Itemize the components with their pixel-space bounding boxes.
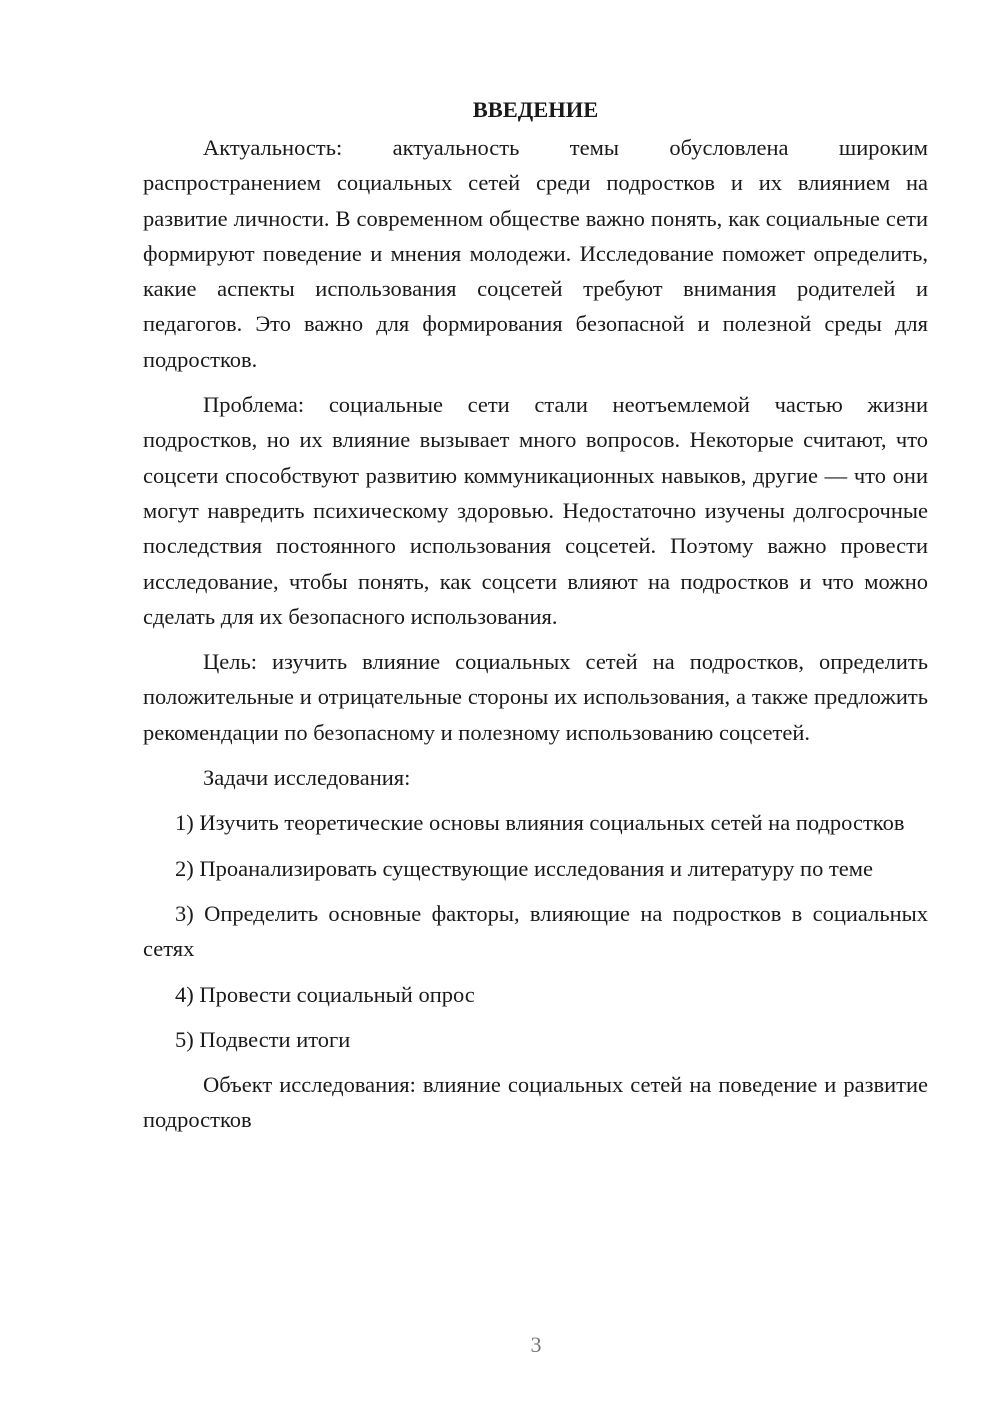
section-title: ВВЕДЕНИЕ <box>472 97 599 122</box>
task-item-4: 4) Провести социальный опрос <box>175 981 475 1007</box>
task-item-1: 1) Изучить теоретические основы влияния социальных сетей на подростков <box>175 810 905 836</box>
page-number: 3 <box>530 1332 542 1357</box>
task-item-3: 3) Определить основные факторы, влияющие на подростков в социальных сетях <box>143 900 928 962</box>
paragraph-goal: Цель: изучить влияние социальных сетей на подростков, определить положительные и отрицательные стороны их использования, а также предложить рекомендации по безопасному и полезному использованию соцсетей. <box>143 649 928 745</box>
paragraph-object: Объект исследования: влияние социальных сетей на поведение и развитие подростков <box>143 1072 928 1133</box>
task-item-2: 2) Проанализировать существующие исследования и литературу по теме <box>175 855 873 881</box>
task-item-5: 5) Подвести итоги <box>175 1026 351 1052</box>
tasks-heading: Задачи исследования: <box>203 765 411 791</box>
tasks-list <box>143 805 928 1057</box>
paragraph-problem: Проблема: социальные сети стали неотъемлемой частью жизни подростков, но их влияние вызывает много вопросов. Некоторые считают, что соцсети способствуют развитию коммуникационных навыков, другие — что они могут навредить психическому здоровью. Недостаточно изучены долгосрочные последствия постоянного использования соцсетей. Поэтому важно провести исследование, чтобы понять, как соцсети влияют на подростков и что можно сделать для их безопасного использования. <box>143 392 928 629</box>
paragraph-relevance: Актуальность: актуальность темы обусловлена широким распространением социальных сетей среди подростков и их влиянием на развитие личности. В современном обществе важно понять, как социальные сети формируют поведение и мнения молодежи. Исследование поможет определить, какие аспекты использования соцсетей требуют внимания родителей и педагогов. Это важно для формирования безопасной и полезной среды для подростков. <box>143 135 928 372</box>
page-content <box>143 92 928 1148</box>
